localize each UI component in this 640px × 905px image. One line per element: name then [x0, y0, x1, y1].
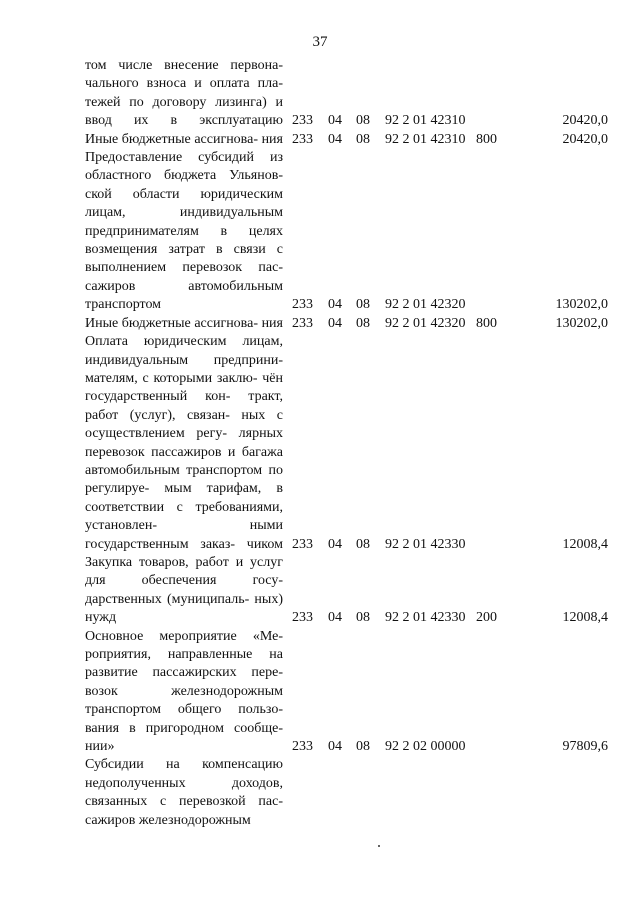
- amount: 20420,0: [562, 113, 608, 129]
- target-article-code: 92 2 02 00000: [385, 739, 466, 755]
- row-description: Субсидии на компенсацию недополученных доходов, связанных с перевозкой пас- сажиров железнодорожным: [85, 757, 283, 828]
- target-article-code: 92 2 01 42320: [385, 315, 466, 331]
- row-codes: [0, 738, 640, 756]
- subsection-code: 08: [356, 536, 370, 552]
- expense-type-code: 800: [476, 315, 497, 331]
- row-codes: [0, 812, 640, 830]
- subsection-code: 08: [356, 131, 370, 147]
- ministry-code: 233: [292, 315, 313, 331]
- row-description: Оплата юридическим лицам, индивидуальным предприни- мателям, с которыми заклю- чён государственный кон- тракт, работ (услуг), связан- ных с осуществлением регу- лярных перевозок пассажиров и багажа автомобильным транспортом по регулируе- мым тарифам, в соответствии с требованиями, установлен- ными государственным заказ- чиком: [85, 334, 283, 552]
- amount: 12008,4: [562, 536, 608, 552]
- subsection-code: 08: [356, 315, 370, 331]
- table-row: [0, 333, 640, 554]
- table-row: [0, 315, 640, 333]
- section-code: 04: [328, 297, 342, 313]
- subsection-code: 08: [356, 113, 370, 129]
- table-row: [0, 756, 640, 830]
- row-codes: [0, 536, 640, 554]
- section-code: 04: [328, 131, 342, 147]
- table-row: [0, 628, 640, 757]
- table-row: [0, 57, 640, 131]
- target-article-code: 92 2 01 42310: [385, 113, 466, 129]
- row-codes: [0, 131, 640, 149]
- section-code: 04: [328, 113, 342, 129]
- ministry-code: 233: [292, 536, 313, 552]
- row-description: Иные бюджетные ассигнова- ния: [85, 131, 283, 147]
- page-number: 37: [312, 34, 328, 50]
- footer-mark: [378, 845, 380, 847]
- table-row: [0, 554, 640, 628]
- row-description: Основное мероприятие «Ме- роприятия, направленные на развитие пассажирских пере- возок железнодорожным транспортом общего пользо- вания в пригородном сообще- нии»: [85, 628, 283, 755]
- ministry-code: 233: [292, 739, 313, 755]
- row-codes: [0, 112, 640, 130]
- amount: 12008,4: [562, 610, 608, 626]
- row-codes: [0, 315, 640, 333]
- ministry-code: 233: [292, 131, 313, 147]
- amount: 130202,0: [555, 297, 608, 313]
- target-article-code: 92 2 01 42330: [385, 536, 466, 552]
- row-codes: [0, 609, 640, 627]
- amount: 97809,6: [562, 739, 608, 755]
- ministry-code: 233: [292, 610, 313, 626]
- expense-type-code: 200: [476, 610, 497, 626]
- target-article-code: 92 2 01 42320: [385, 297, 466, 313]
- row-description: Иные бюджетные ассигнова- ния: [85, 315, 283, 331]
- subsection-code: 08: [356, 297, 370, 313]
- table-row: [0, 149, 640, 315]
- table-row: [0, 131, 640, 149]
- amount: 20420,0: [562, 131, 608, 147]
- expense-type-code: 800: [476, 131, 497, 147]
- subsection-code: 08: [356, 739, 370, 755]
- section-code: 04: [328, 315, 342, 331]
- section-code: 04: [328, 739, 342, 755]
- target-article-code: 92 2 01 42330: [385, 610, 466, 626]
- subsection-code: 08: [356, 610, 370, 626]
- ministry-code: 233: [292, 297, 313, 313]
- row-codes: [0, 296, 640, 314]
- target-article-code: 92 2 01 42310: [385, 131, 466, 147]
- section-code: 04: [328, 610, 342, 626]
- budget-table: [0, 57, 640, 830]
- section-code: 04: [328, 536, 342, 552]
- row-description: том числе внесение первона- чального взноса и оплата пла- тежей по договору лизинга) и ввод их в эксплуатацию: [85, 58, 283, 129]
- row-description: Закупка товаров, работ и услуг для обеспечения госу- дарственных (муниципаль- ных) нужд: [85, 554, 283, 626]
- amount: 130202,0: [555, 315, 608, 331]
- row-description: Предоставление субсидий из областного бюджета Ульянов- ской области юридическим лицам, индивидуальным предпринимателям в целях возмещения затрат в связи с выполнением перевозок пас- сажиров автомобильным транспортом: [85, 150, 283, 313]
- ministry-code: 233: [292, 113, 313, 129]
